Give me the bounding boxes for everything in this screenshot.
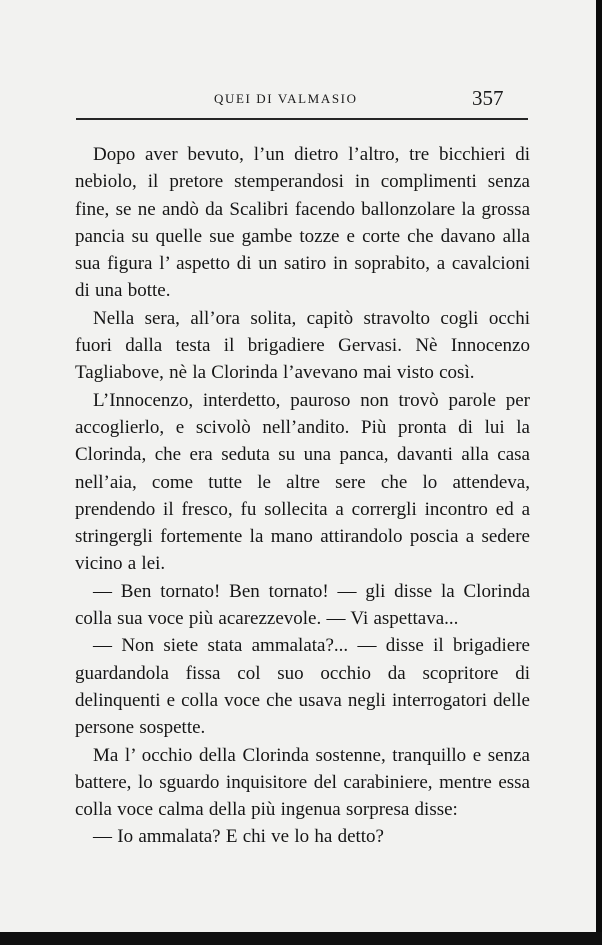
paragraph: — Io ammalata? E chi ve lo ha detto? — [93, 826, 384, 848]
scan-edge-bottom — [0, 932, 602, 945]
paragraph: Nella sera, all’ora solita, capitò stravolto cogli occhi fuori dalla testa il brigadiere Gervasi. Nè Innocenzo Tagliabove, nè la Clorinda l’avevano mai visto così. — [75, 307, 530, 384]
paragraph: Dopo aver bevuto, l’un dietro l’altro, tre bicchieri di nebiolo, il pretore stemperandosi in complimenti senza fine, se ne andò da Scalibri facendo ballonzolare la grossa pancia su quelle sue gambe tozze e corte che davano alla sua figura l’ aspetto di un satiro in soprabito, a cavalcioni di una botte. — [75, 144, 530, 302]
paragraph: Ma l’ occhio della Clorinda sostenne, tranquillo e senza battere, lo sguardo inquisitore del carabiniere, mentre essa colla voce calma della più ingenua sorpresa disse: — [75, 744, 530, 821]
paragraph: — Ben tornato! Ben tornato! — gli disse la Clorinda colla sua voce più acarezzevole. — Vi aspettava... — [75, 580, 530, 630]
header-rule — [76, 118, 528, 120]
body-text — [75, 141, 530, 851]
paragraph: L’Innocenzo, interdetto, pauroso non trovò parole per accoglierlo, e scivolò nell’andito. Più pronta di lui la Clorinda, che era seduta su una panca, davanti alla casa nell’aia, come tutte le altre sere che lo attendeva, prendendo il fresco, fu sollecita a corrergli incontro ed a stringergli fortemente la mano attirandolo poscia a sedere vicino a lei. — [75, 389, 530, 575]
running-title: QUEI DI VALMASIO — [214, 91, 358, 106]
page-number: 357 — [472, 86, 504, 110]
running-head — [76, 86, 530, 110]
paragraph: — Non siete stata ammalata?... — disse il brigadiere guardandola fissa col suo occhio da scopritore di delinquenti e colla voce che usava negli interrogatori delle persone sospette. — [75, 635, 530, 739]
scan-edge-right — [596, 0, 602, 945]
